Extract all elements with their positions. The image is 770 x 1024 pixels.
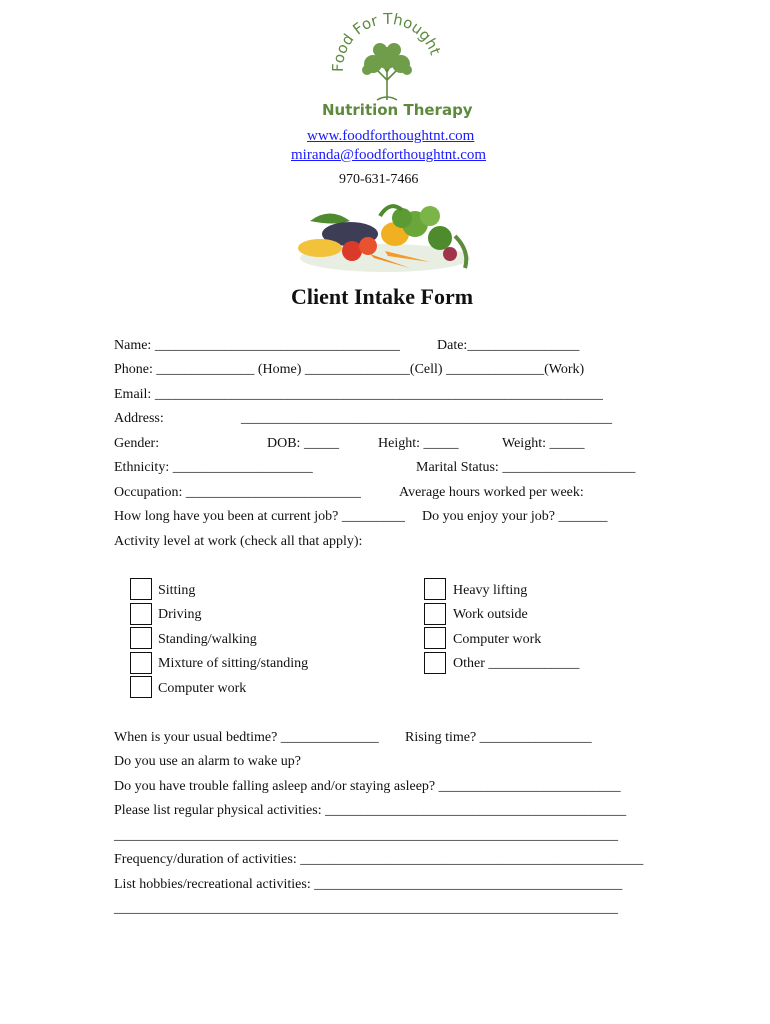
alarm-question[interactable]: Do you use an alarm to wake up? — [114, 754, 301, 769]
tree-logo-icon — [325, 10, 445, 105]
vegetables-illustration — [290, 196, 480, 276]
checkbox-label: Computer work — [158, 681, 247, 696]
activity-frequency-field[interactable]: Frequency/duration of activities: _________________________________________________ — [114, 852, 644, 867]
occupation-field[interactable]: Occupation: _________________________ — [114, 485, 361, 500]
logo — [325, 10, 445, 115]
height-field[interactable]: Height: _____ — [378, 436, 459, 451]
phone-field[interactable]: Phone: ______________ (Home) _______________(Cell) ______________(Work) — [114, 362, 585, 377]
avg-hours-field[interactable]: Average hours worked per week: — [399, 485, 584, 500]
email-link[interactable]: miranda@foodforthoughtnt.com — [291, 147, 487, 163]
checkbox-label: Mixture of sitting/standing — [158, 656, 309, 671]
weight-field[interactable]: Weight: _____ — [502, 436, 585, 451]
checkbox-sitting[interactable] — [130, 578, 152, 600]
blank-line[interactable]: ________________________________________________________________________ — [114, 828, 618, 843]
checkbox-computer-work-right[interactable] — [424, 627, 446, 649]
marital-status-field[interactable]: Marital Status: ___________________ — [416, 460, 636, 475]
checkbox-driving[interactable] — [130, 603, 152, 625]
enjoy-job-field[interactable]: Do you enjoy your job? _______ — [422, 509, 608, 524]
name-field[interactable]: Name: ___________________________________ — [114, 338, 400, 353]
gender-field[interactable]: Gender: — [114, 436, 160, 451]
job-length-field[interactable]: How long have you been at current job? _________ — [114, 509, 405, 524]
sleep-trouble-field[interactable]: Do you have trouble falling asleep and/or staying asleep? __________________________ — [114, 779, 621, 794]
checkbox-label: Work outside — [453, 607, 528, 622]
dob-field[interactable]: DOB: _____ — [267, 436, 339, 451]
hobbies-field[interactable]: List hobbies/recreational activities: ____________________________________________ — [114, 877, 623, 892]
checkbox-computer-work-left[interactable] — [130, 676, 152, 698]
checkbox-standing-walking[interactable] — [130, 627, 152, 649]
address-label: Address: — [114, 411, 164, 426]
checkbox-heavy-lifting[interactable] — [424, 578, 446, 600]
vegetables-icon — [290, 196, 480, 276]
email-field[interactable]: Email: ________________________________________________________________ — [114, 387, 603, 402]
form-title: Client Intake Form — [291, 284, 474, 309]
checkbox-label: Heavy lifting — [453, 583, 528, 598]
brand-phone: 970-631-7466 — [339, 172, 419, 187]
checkbox-label: Sitting — [158, 583, 196, 598]
checkbox-label: Driving — [158, 607, 202, 622]
rising-time-field[interactable]: Rising time? ________________ — [405, 730, 592, 745]
checkbox-other[interactable] — [424, 652, 446, 674]
activity-level-label: Activity level at work (check all that apply): — [114, 534, 363, 549]
date-field[interactable]: Date:________________ — [437, 338, 580, 353]
ethnicity-field[interactable]: Ethnicity: ____________________ — [114, 460, 313, 475]
physical-activities-field[interactable]: Please list regular physical activities: ___________________________________________ — [114, 803, 627, 818]
address-field[interactable]: _____________________________________________________ — [241, 411, 612, 426]
logo-arc-text: Food For Thought — [328, 10, 445, 73]
brand-subtitle: Nutrition Therapy — [322, 101, 473, 119]
bedtime-field[interactable]: When is your usual bedtime? ______________ — [114, 730, 379, 745]
checkbox-label: Standing/walking — [158, 632, 257, 647]
checkbox-work-outside[interactable] — [424, 603, 446, 625]
checkbox-label: Computer work — [453, 632, 542, 647]
blank-line[interactable]: ________________________________________________________________________ — [114, 901, 618, 916]
checkbox-label: Other _____________ — [453, 656, 580, 671]
checkbox-mixture[interactable] — [130, 652, 152, 674]
website-link[interactable]: www.foodforthoughtnt.com — [307, 128, 475, 144]
